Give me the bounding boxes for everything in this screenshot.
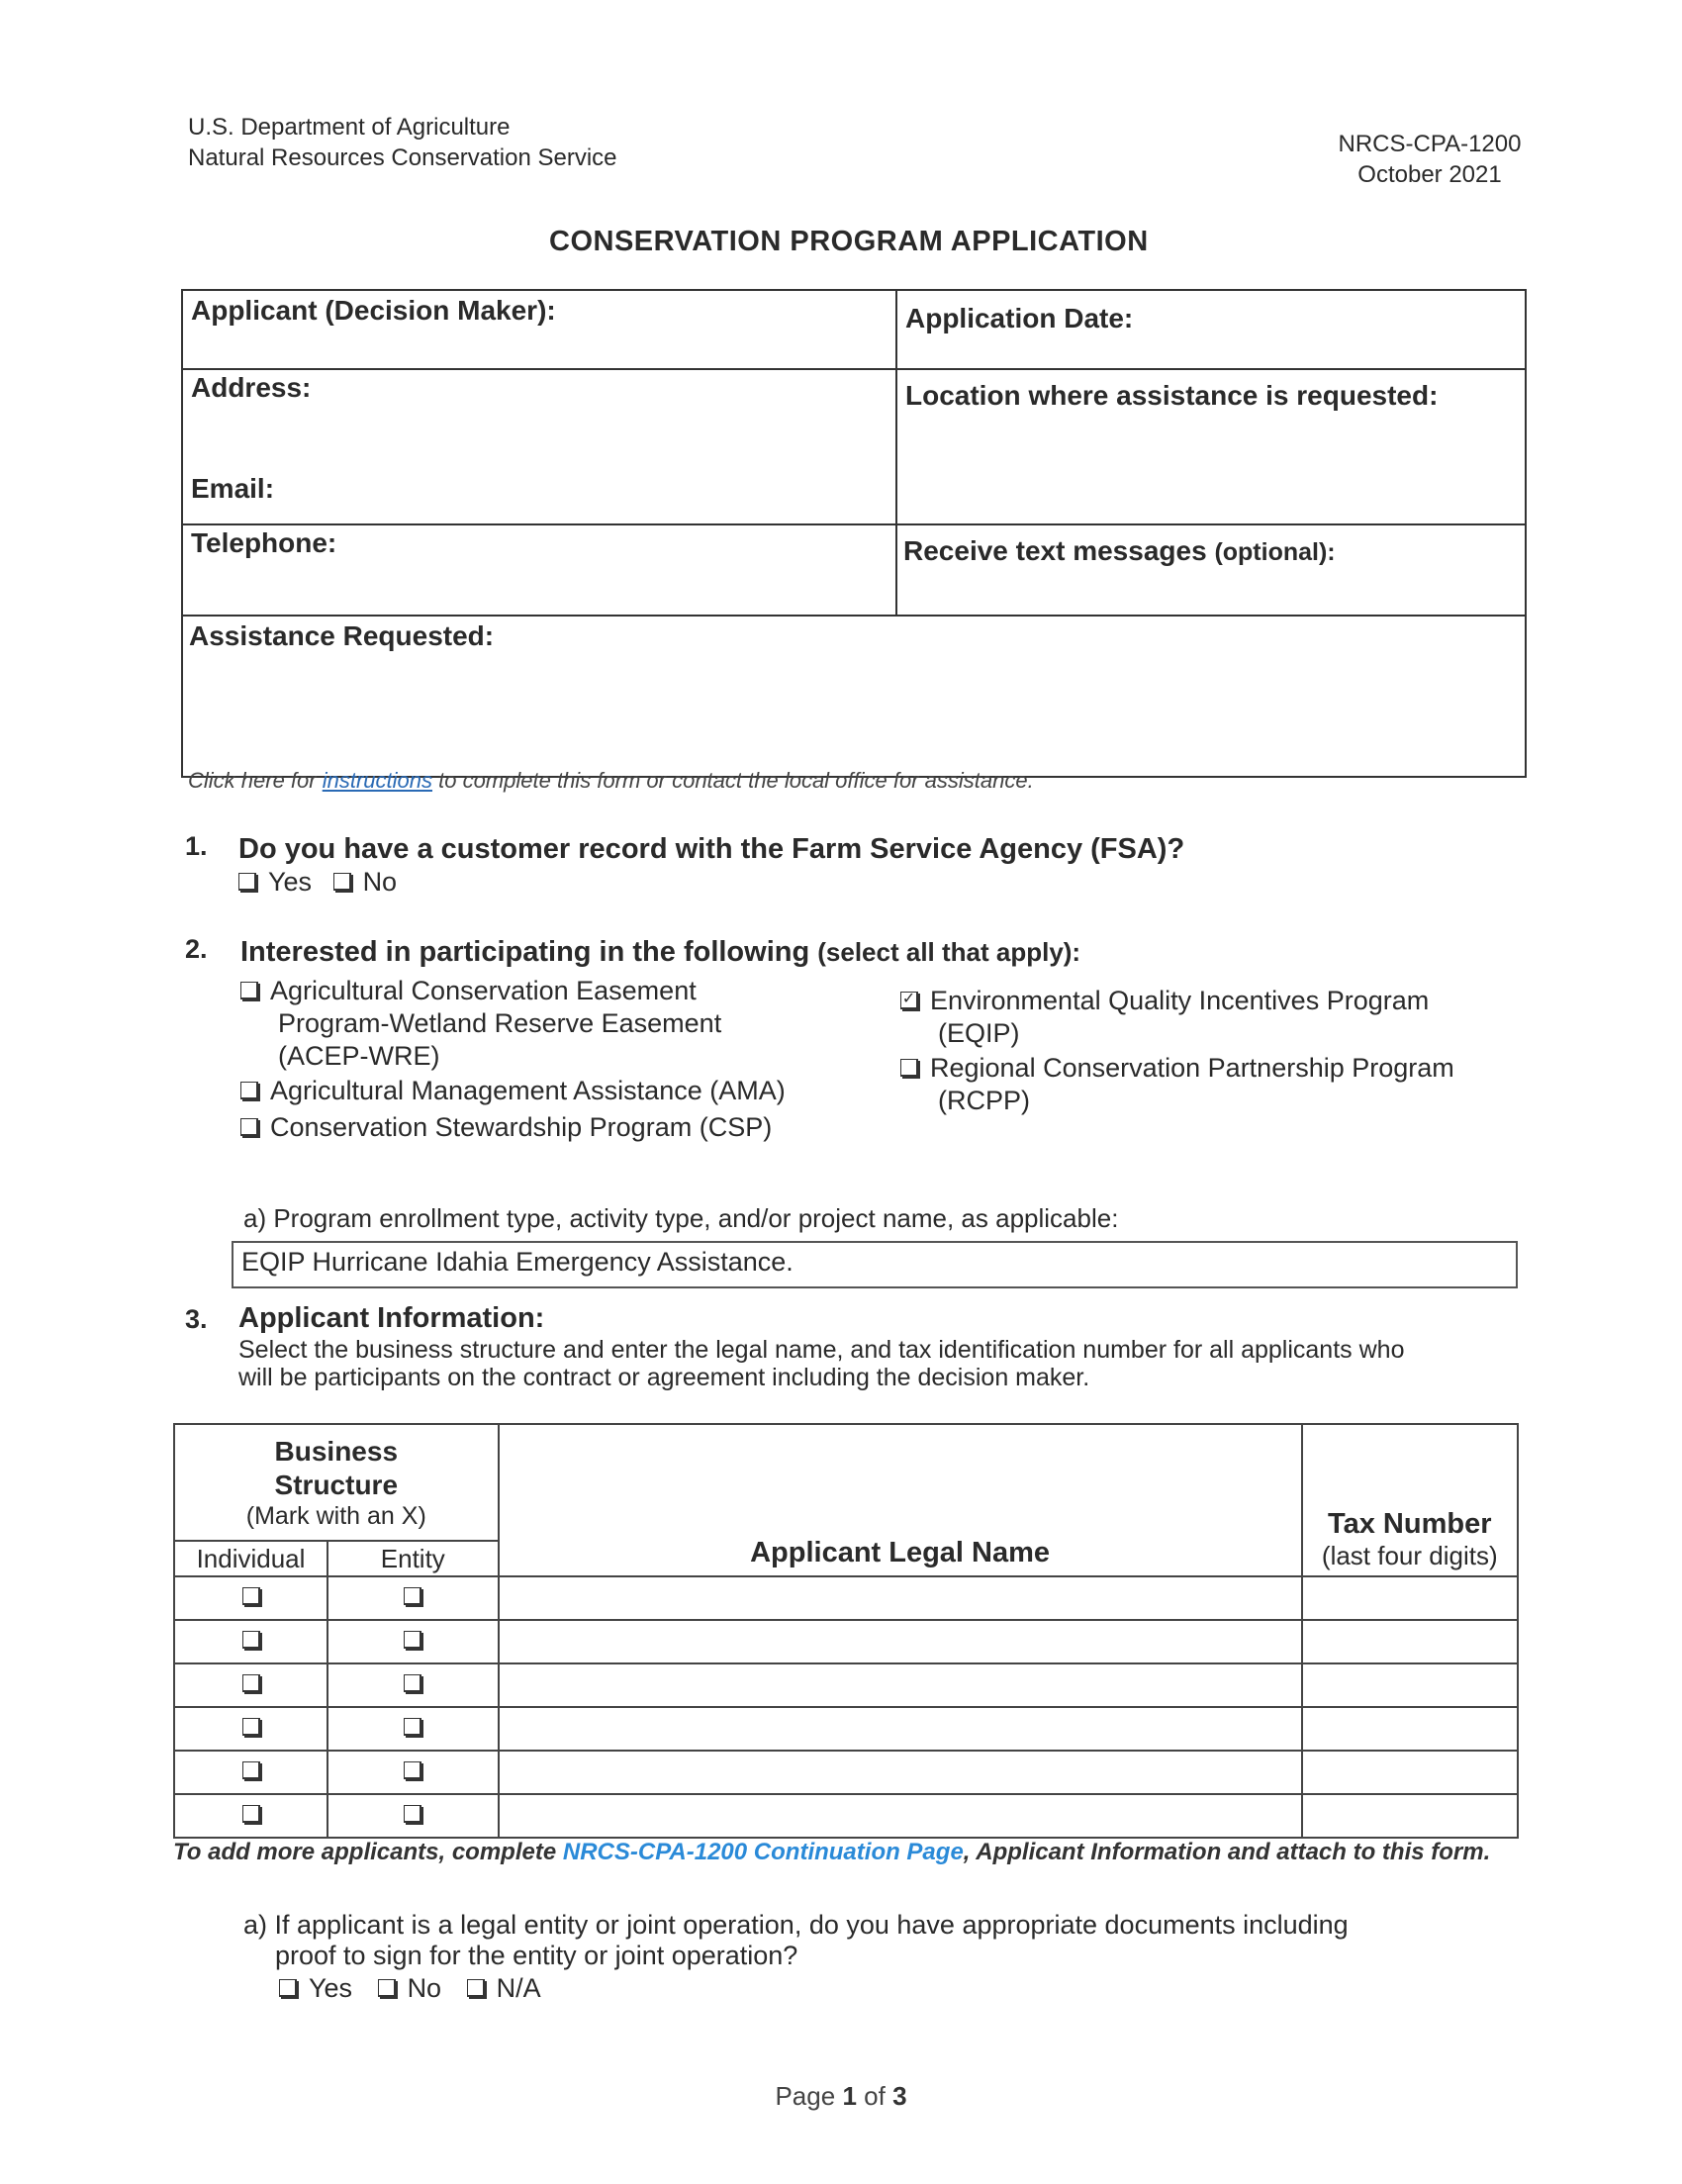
enrollment-label: a) Program enrollment type, activity type, and/or project name, as applicable:: [243, 1203, 1119, 1233]
applicant-label: Applicant (Decision Maker):: [191, 295, 556, 326]
add-more-after: , Applicant Information and attach to this form.: [963, 1839, 1491, 1865]
agency-department: U.S. Department of Agriculture: [188, 114, 511, 141]
checkbox-icon[interactable]: [240, 1118, 258, 1136]
page-number: [0, 2081, 1682, 2112]
tax-number-cell[interactable]: [1302, 1620, 1518, 1663]
checkbox-icon[interactable]: [240, 982, 258, 999]
instructions-note-after: to complete this form or contact the local office for assistance.: [432, 768, 1034, 793]
legal-name-cell[interactable]: [499, 1663, 1302, 1707]
q1-no-label: No: [362, 867, 398, 897]
option-rcpp[interactable]: [900, 1052, 1494, 1085]
q3a-line2: proof to sign for the entity or joint operation?: [275, 1941, 798, 1970]
rcpp-label-line1: Regional Conservation Partnership Program: [930, 1053, 1454, 1083]
applicant-table: [173, 1423, 1519, 1839]
individual-checkbox-cell[interactable]: [174, 1794, 327, 1838]
page-total: 3: [892, 2081, 907, 2111]
option-eqip[interactable]: [900, 985, 1494, 1017]
q3-description-line1: Select the business structure and enter the legal name, and tax identification number for all applicants who: [238, 1336, 1405, 1364]
page-title: CONSERVATION PROGRAM APPLICATION: [549, 226, 1149, 257]
text-messages-label-main: Receive text messages: [903, 535, 1207, 566]
table-row: [174, 1707, 1518, 1751]
instructions-note-before: Click here for: [188, 768, 323, 793]
page-current: 1: [842, 2081, 857, 2111]
acep-label-line2: Program-Wetland Reserve Easement: [278, 1008, 722, 1038]
individual-checkbox-cell[interactable]: [174, 1751, 327, 1794]
checkbox-icon[interactable]: [900, 1059, 918, 1077]
individual-checkbox-cell[interactable]: [174, 1663, 327, 1707]
q3a-no-label: No: [407, 1973, 442, 2003]
application-date-label: Application Date:: [905, 303, 1134, 333]
assistance-requested-label: Assistance Requested:: [189, 620, 495, 651]
ama-label: Agricultural Management Assistance (AMA): [270, 1076, 786, 1105]
col-header-entity: Entity: [327, 1541, 499, 1576]
option-acep[interactable]: [240, 975, 874, 1007]
entity-checkbox-cell[interactable]: [327, 1707, 499, 1751]
individual-checkbox-cell[interactable]: [174, 1576, 327, 1620]
csp-label: Conservation Stewardship Program (CSP): [270, 1112, 773, 1142]
telephone-label: Telephone:: [191, 527, 337, 558]
page-of: of: [864, 2081, 886, 2111]
q3a-options: [279, 1972, 541, 2005]
location-cell[interactable]: [896, 369, 1526, 524]
table-row: [174, 1576, 1518, 1620]
table-row: [174, 1620, 1518, 1663]
entity-checkbox-cell[interactable]: [327, 1663, 499, 1707]
eqip-label-line1: Environmental Quality Incentives Program: [930, 986, 1430, 1015]
business-structure-title-line1: Business: [274, 1435, 399, 1467]
tax-number-cell[interactable]: [1302, 1707, 1518, 1751]
tax-number-cell[interactable]: [1302, 1576, 1518, 1620]
instructions-note: [188, 768, 1034, 794]
q3a-no-option[interactable]: [378, 1973, 442, 2003]
telephone-cell[interactable]: [182, 524, 896, 616]
q1-question: Do you have a customer record with the Farm Service Agency (FSA)?: [238, 833, 1185, 865]
checkbox-icon[interactable]: [238, 873, 256, 891]
q1-options: [238, 866, 397, 899]
agency-name: [188, 112, 617, 173]
rcpp-label-line2: (RCPP): [938, 1086, 1030, 1115]
q2-question: [240, 936, 1080, 969]
q3-question: Applicant Information:: [238, 1302, 545, 1334]
checkbox-icon[interactable]: [404, 1761, 421, 1779]
email-label: Email:: [191, 473, 275, 504]
business-structure-header: [174, 1424, 499, 1541]
assistance-requested-cell[interactable]: [182, 616, 1526, 777]
instructions-link[interactable]: instructions: [322, 768, 432, 793]
checkbox-icon[interactable]: [404, 1674, 421, 1692]
agency-service: Natural Resources Conservation Service: [188, 144, 617, 171]
checkbox-icon[interactable]: [240, 1082, 258, 1099]
q3a-yes-option[interactable]: [279, 1973, 352, 2003]
option-csp[interactable]: [240, 1111, 874, 1144]
form-identifier: [1316, 129, 1543, 190]
legal-name-cell[interactable]: [499, 1620, 1302, 1663]
tax-number-cell[interactable]: [1302, 1794, 1518, 1838]
q2-question-text: Interested in participating in the following: [240, 936, 810, 968]
checkbox-icon[interactable]: [279, 1979, 297, 1997]
checkbox-icon[interactable]: [333, 873, 351, 891]
applicant-cell[interactable]: [182, 290, 896, 369]
enrollment-field[interactable]: [232, 1241, 1518, 1288]
table-row: [174, 1794, 1518, 1838]
applicant-contact-grid: [181, 289, 1527, 778]
q3a-question: [243, 1910, 1349, 1971]
checkbox-icon[interactable]: [404, 1631, 421, 1649]
q3a-line1: a) If applicant is a legal entity or joint operation, do you have appropriate documents including: [243, 1910, 1349, 1940]
acep-label-line1: Agricultural Conservation Easement: [270, 976, 697, 1005]
text-messages-label: [897, 525, 1525, 577]
continuation-page-link[interactable]: NRCS-CPA-1200 Continuation Page: [562, 1839, 964, 1865]
add-more-applicants-note: [173, 1839, 1490, 1866]
checkbox-icon[interactable]: [242, 1587, 260, 1605]
form-date: October 2021: [1357, 161, 1502, 188]
checkbox-icon[interactable]: [242, 1631, 260, 1649]
add-more-before: To add more applicants, complete: [173, 1839, 563, 1865]
entity-checkbox-cell[interactable]: [327, 1751, 499, 1794]
legal-name-cell[interactable]: [499, 1707, 1302, 1751]
checkbox-icon[interactable]: [242, 1805, 260, 1823]
q2-question-note: (select all that apply):: [817, 937, 1081, 967]
text-messages-cell[interactable]: [896, 524, 1526, 616]
legal-name-cell[interactable]: [499, 1794, 1302, 1838]
q3-description-line2: will be participants on the contract or agreement including the decision maker.: [238, 1364, 1090, 1391]
q1-number: 1.: [185, 831, 208, 861]
form-number: NRCS-CPA-1200: [1338, 131, 1522, 157]
application-date-cell[interactable]: [896, 290, 1526, 369]
q3a-na-label: N/A: [496, 1973, 541, 2003]
checkbox-checked-icon[interactable]: ✓: [900, 992, 918, 1009]
legal-name-cell[interactable]: [499, 1576, 1302, 1620]
col-header-tax-text: Tax Number: [1328, 1508, 1492, 1540]
col-header-tax-sub: (last four digits): [1321, 1541, 1498, 1570]
col-header-legal-name-text: Applicant Legal Name: [750, 1537, 1051, 1568]
checkbox-icon[interactable]: [242, 1674, 260, 1692]
checkbox-icon[interactable]: [242, 1761, 260, 1779]
business-structure-title-line2: Structure: [274, 1469, 399, 1500]
checkbox-icon[interactable]: [404, 1718, 421, 1736]
individual-checkbox-cell[interactable]: [174, 1707, 327, 1751]
entity-checkbox-cell[interactable]: [327, 1620, 499, 1663]
address-label: Address:: [191, 372, 312, 403]
table-row: [174, 1663, 1518, 1707]
q3-description: [238, 1336, 1404, 1391]
text-messages-optional: (optional):: [1214, 538, 1336, 566]
q2-options-left: [240, 975, 874, 1144]
q2-options-right: [900, 985, 1494, 1117]
checkbox-icon[interactable]: [404, 1805, 421, 1823]
individual-checkbox-cell[interactable]: [174, 1620, 327, 1663]
tax-number-cell[interactable]: [1302, 1663, 1518, 1707]
checkbox-icon[interactable]: [404, 1587, 421, 1605]
q1-yes-option[interactable]: [238, 867, 312, 897]
tax-number-cell[interactable]: [1302, 1751, 1518, 1794]
col-header-tax: [1302, 1424, 1518, 1576]
location-label: Location where assistance is requested:: [905, 380, 1439, 411]
business-structure-subtitle: (Mark with an X): [245, 1501, 426, 1530]
q1-yes-label: Yes: [268, 867, 313, 897]
q3a-na-option[interactable]: [467, 1973, 541, 2003]
address-email-cell[interactable]: [182, 369, 896, 524]
eqip-label-line2: (EQIP): [938, 1018, 1020, 1048]
checkbox-icon[interactable]: [242, 1718, 260, 1736]
q3-number: 3.: [185, 1304, 208, 1334]
page-prefix: Page: [775, 2081, 836, 2111]
entity-checkbox-cell[interactable]: [327, 1576, 499, 1620]
col-header-legal-name: [499, 1424, 1302, 1576]
acep-label-line3: (ACEP-WRE): [278, 1041, 440, 1071]
entity-checkbox-cell[interactable]: [327, 1794, 499, 1838]
col-header-individual: Individual: [174, 1541, 327, 1576]
q1-no-option[interactable]: [333, 867, 398, 897]
q2-number: 2.: [185, 934, 208, 964]
enrollment-value: EQIP Hurricane Idahia Emergency Assistance.: [241, 1247, 794, 1277]
legal-name-cell[interactable]: [499, 1751, 1302, 1794]
q3a-yes-label: Yes: [309, 1973, 353, 2003]
checkbox-icon[interactable]: [378, 1979, 396, 1997]
checkbox-icon[interactable]: [467, 1979, 485, 1997]
table-row: [174, 1751, 1518, 1794]
option-ama[interactable]: [240, 1075, 874, 1107]
